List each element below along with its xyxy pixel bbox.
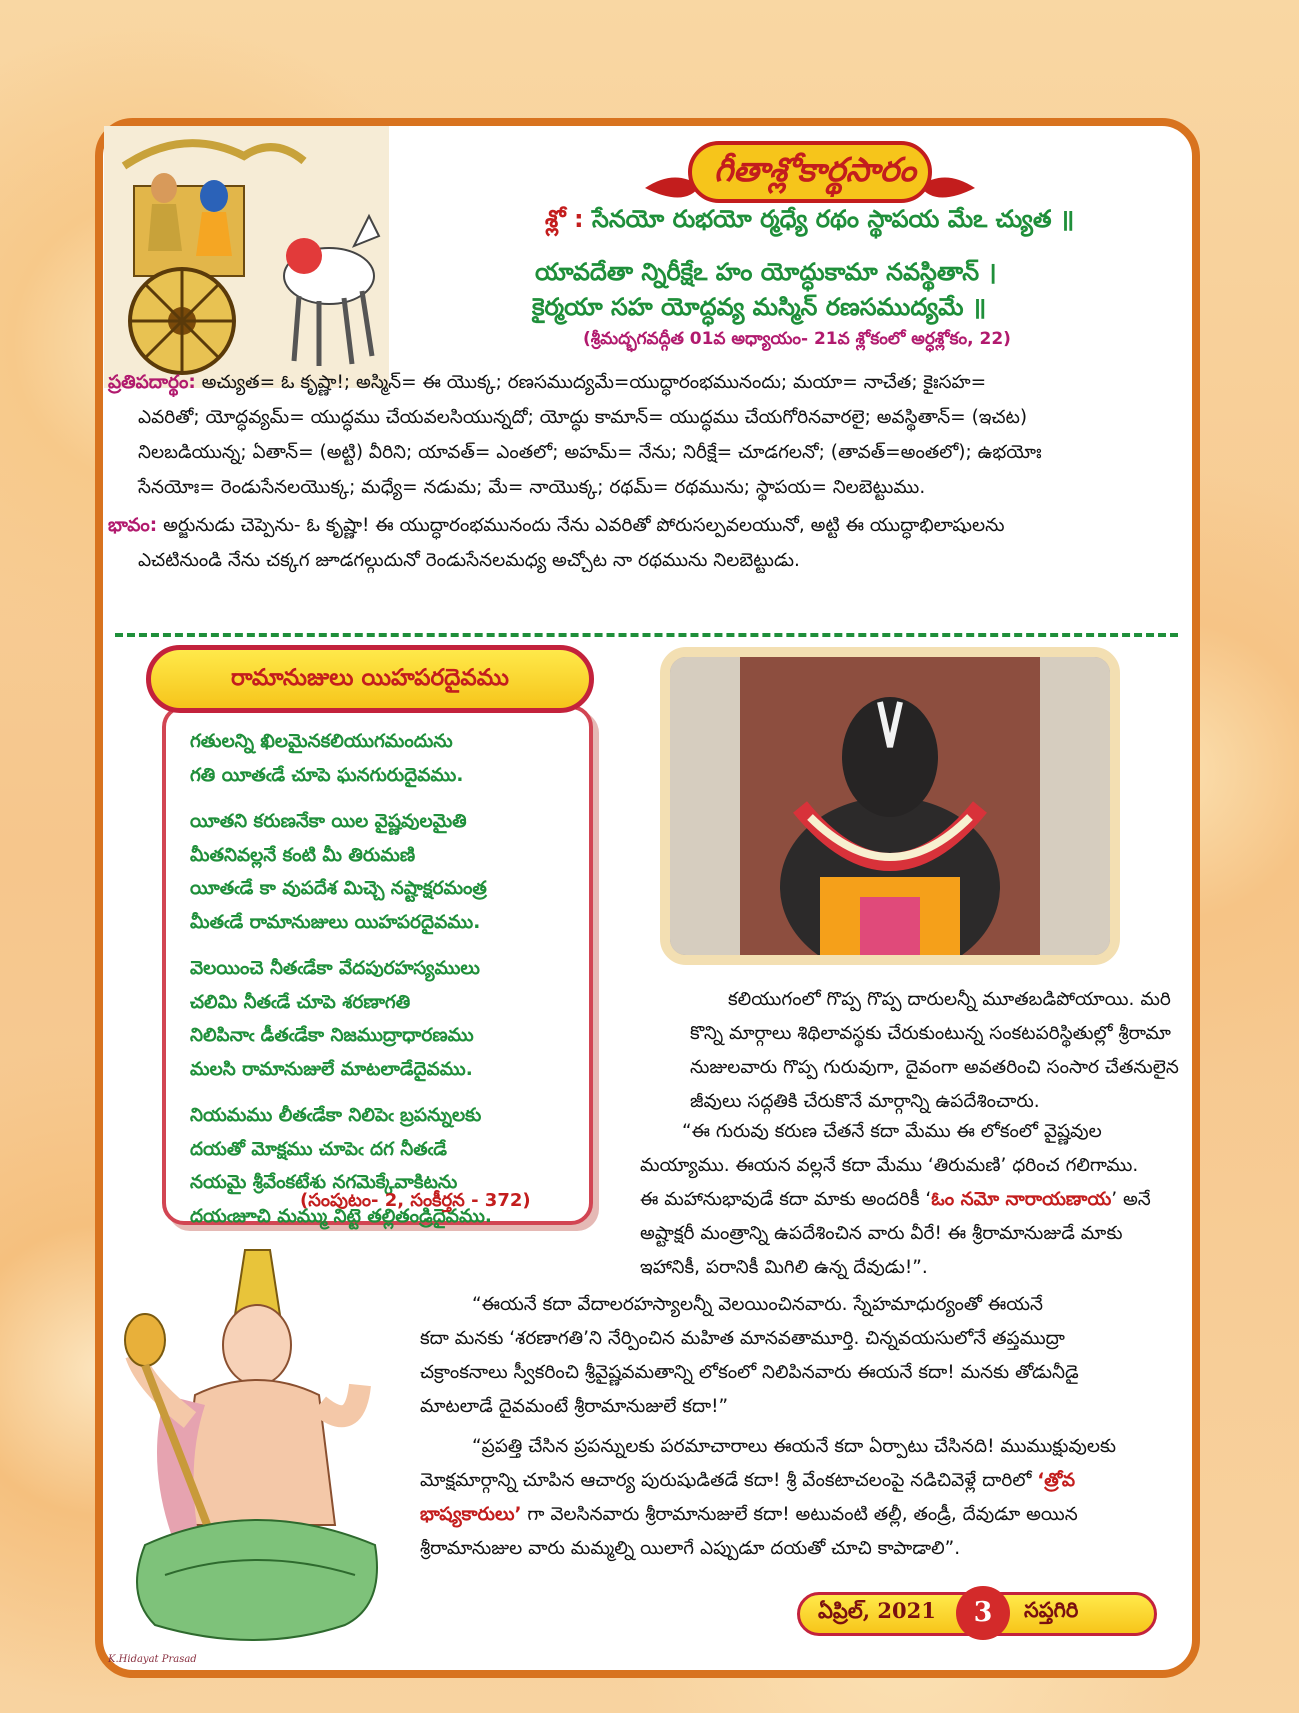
- article-paragraph-3: “ఈయనే కదా వేదాలరహస్యాలన్నీ వెలయించినవారు. స్నేహమాధుర్యంతో ఈయనే కదా మనకు ‘శరణాగతి’ని నేర్పించిన మహిత మానవతామూర్తి. చిన్నవయసులోనే తప్తముద్రా చక్రాంకనాలు స్వీకరించి శ్రీవైష్ణవమతాన్ని లోకంలో నిలిపినవారు ఈయనే కదా! మనకు తోడునీడై మాటలాడే దైవమంటే శ్రీరామానుజులే కదా!”: [420, 1294, 1079, 1417]
- sloka-line-3: కైర్మయా సహ యోద్ధవ్య మస్మిన్ రణసముద్యమే ॥: [532, 293, 987, 321]
- bhavam-label: భావం:: [108, 515, 158, 536]
- sloka-line-2: యావదేతా న్నిరీక్షేఽ హం యోద్ధుకామా నవస్థితాన్ ।: [535, 258, 997, 286]
- poem-stanza-2: యీతని కరుణనేకా యిల వైష్ణవులమైతి మీతనివల్లనే కంటి మీ తిరుమణి యీతఁడే కా వుపదేశ మిచ్చె నష్టాక్షరమంత్ర మీతఁడే రామానుజులు యిహపరదైవము.: [190, 811, 487, 933]
- page-number: 3: [956, 1586, 1010, 1640]
- ramanuja-illustration: [105, 1245, 405, 1665]
- section-divider: [115, 633, 1178, 637]
- sloka-label: శ్లో :: [545, 205, 584, 233]
- trova-highlight: ‘త్రోవ: [1037, 1470, 1076, 1491]
- poem-reference: (సంపుటం- 2, సంకీర్తన - 372): [300, 1190, 531, 1211]
- article-paragraph-1: కలియుగంలో గొప్ప గొప్ప దారులన్నీ మూతబడిపోయాయి. మరి కొన్ని మార్గాలు శిథిలావస్థకు చేరుకుంటున్న సంకటపరిస్థితుల్లో శ్రీరామా నుజులవారు గొప్ప గురువుగా, దైవంగా అవతరించి సంసార చేతనులైన జీవులు సద్గతికి చేరుకొనే మార్గాన్ని ఉపదేశించారు.: [690, 989, 1179, 1112]
- pratipadartham-label: ప్రతిపదార్థం:: [108, 372, 196, 393]
- artist-signature: K.Hidayat Prasad: [108, 1654, 197, 1665]
- issue-date: ఏప్రిల్, 2021: [818, 1598, 936, 1623]
- bhavam: భావం: అర్జునుడు చెప్పెను- ఓ కృష్ణా! ఈ యుద్ధారంభమునందు నేను ఎవరితో పోరుసల్పవలయునో, అట్టి ఈ యుద్ధాభిలాషులను ఎచటినుండి నేను చక్కగ జూడగల్గుదునో రెండుసేనలమధ్య అచ్చోట నా రథమును నిలబెట్టుడు.: [108, 515, 1005, 571]
- sloka-reference: (శ్రీమద్భగవద్గీత 01వ అధ్యాయం- 21వ శ్లోకంలో అర్ధశ్లోకం, 22): [583, 329, 1011, 349]
- idol-photo: [660, 647, 1120, 965]
- magazine-name: సప్తగిరి: [1024, 1598, 1079, 1622]
- poem-stanza-3: వెలయించె నీతఁడేకా వేదపురహస్యములు చలిమి నీతఁడే చూపె శరణాగతి నిలిపినాఁ డీతఁడేకా నిజముద్రాధారణము మలసి రామానుజులే మాటలాడేదైవము.: [190, 958, 480, 1080]
- mantra-highlight: ఓం నమో నారాయణాయ: [931, 1189, 1112, 1210]
- chariot-illustration: [104, 126, 389, 388]
- poem-text: [190, 725, 580, 1246]
- pratipadartham: ప్రతిపదార్థం: అచ్యుత= ఓ కృష్ణా!; అస్మిన్= ఈ యొక్క; రణసముద్యమే=యుద్ధారంభమునందు; మయా= నాచేత; కైఃసహ= ఎవరితో; యోద్ధవ్యమ్= యుద్ధము చేయవలసియున్నదో; యోద్ధు కామాన్= యుద్ధము చేయగోరినవారలై; అవస్థితాన్= (ఇచట) నిలబడియున్న; ఏతాన్= (అట్టి) వీరిని; యావత్= ఎంతలో; అహమ్= నేను; నిరీక్షే= చూడగలనో; (తావత్=అంతలో); ఉభయోః సేనయోః= రెండుసేనలయొక్క; మధ్యే= నడుమ; మే= నాయొక్క; రథమ్= రథమును; స్థాపయ= నిలబెట్టుము.: [108, 372, 1042, 498]
- article-paragraph-2: “ఈ గురువు కరుణ చేతనే కదా మేము ఈ లోకంలో వైష్ణవుల మయ్యాము. ఈయన వల్లనే కదా మేము ‘తిరుమణి’ ధరించ గలిగాము. ఈ మహానుభావుడే కదా మాకు అందరికీ ‘ఓం నమో నారాయణాయ’ అనే అష్టాక్షరీ మంత్రాన్ని ఉపదేశించిన వారు వీరే! ఈ శ్రీరామానుజుడే మాకు ఇహానికీ, పరానికీ మిగిలి ఉన్న దేవుడు!”.: [640, 1121, 1151, 1278]
- article-paragraph-4: “ప్రపత్తి చేసిన ప్రపన్నులకు పరమాచారాలు ఈయనే కదా ఏర్పాటు చేసినది! ముముక్షువులకు మోక్షమార్గాన్ని చూపిన ఆచార్య పురుషుడితడే కదా! శ్రీ వేంకటాచలంపై నడిచివెళ్లే దారిలో ‘త్రోవ భాష్యకారులు’ గా వెలసినవారు శ్రీరామానుజులే కదా! అటువంటి తల్లీ, తండ్రీ, దేవుడూ అయిన శ్రీరామానుజుల వారు మమ్మల్ని యిలాగే ఎప్పుడూ దయతో చూచి కాపాడాలి”.: [420, 1436, 1117, 1559]
- poem-title: రామానుజులు యిహపరదైవము: [146, 645, 594, 713]
- page-title: గీతాశ్లోకార్థసారం: [713, 150, 917, 189]
- poem-stanza-4: నియమము లీతఁడేకా నిలిపెఁ బ్రపన్నులకు దయతో మోక్షము చూపెఁ దగ నీతఁడే నయమై శ్రీవేంకటేశు నగమెక్కేవాకిటను దయఁజూచి మమ్ము నిట్టె తల్లితండ్రిదైవము.: [190, 1105, 492, 1227]
- idol-photo-image: [670, 657, 1110, 955]
- sloka-line-1: శ్లో : సేనయో రుభయో ర్మధ్యే రథం స్థాపయ మేఽ చ్యుత ॥: [545, 205, 1075, 233]
- bhashyakarulu-highlight: భాష్యకారులు’: [420, 1504, 522, 1525]
- poem-stanza-1: గతులన్ని ఖిలమైనకలియుగమందును గతి యీతఁడే చూపె ఘనగురుదైవము.: [190, 731, 464, 786]
